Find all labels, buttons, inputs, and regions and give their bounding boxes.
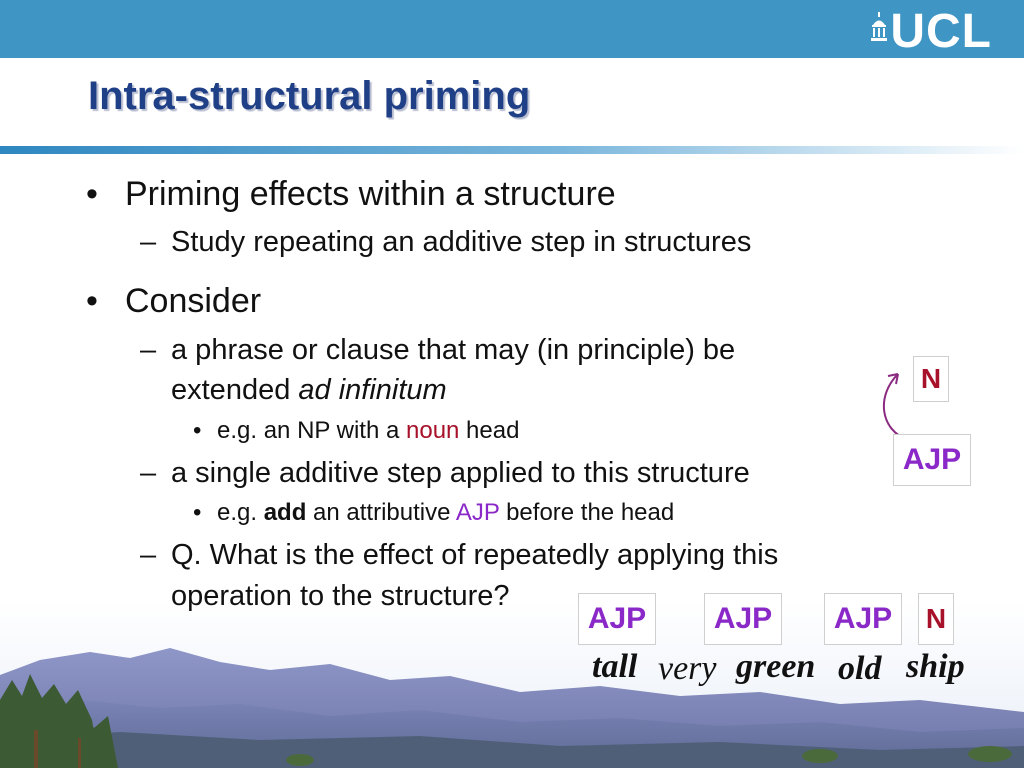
- dash-marker: –: [140, 226, 157, 258]
- dash-marker: –: [140, 457, 157, 489]
- tree-node-n: N: [918, 593, 954, 645]
- phrase-word-old: old: [838, 650, 882, 687]
- bullet-dot-icon: •: [86, 282, 98, 320]
- bullet-text: Consider: [125, 282, 262, 320]
- noun-highlight: noun: [406, 417, 460, 444]
- logo-text: UCL: [890, 5, 992, 58]
- phrase-word-very: very: [658, 650, 717, 687]
- tree-node-ajp: AJP: [704, 593, 782, 645]
- tree-node-ajp: AJP: [824, 593, 902, 645]
- sub-bullet-text: a phrase or clause that may (in principle) be: [171, 334, 736, 366]
- sub-bullet-text-continued: extended ad infinitum: [171, 374, 447, 406]
- add-emphasis: add: [263, 499, 307, 526]
- dash-marker: –: [140, 539, 157, 571]
- bullet-text: Priming effects within a structure: [125, 175, 616, 213]
- ajp-highlight: AJP: [455, 499, 500, 526]
- sub-bullet-text-continued: operation to the structure?: [171, 580, 510, 612]
- phrase-word-green: green: [736, 648, 816, 685]
- small-bullet-icon: •: [193, 417, 202, 444]
- sub-bullet-text: Study repeating an additive step in structures: [171, 226, 752, 258]
- sub-bullet-text: a single additive step applied to this structure: [171, 457, 750, 489]
- node-ajp-inserted: AJP: [893, 434, 971, 486]
- phrase-word-tall: tall: [592, 648, 638, 685]
- bullet-dot-icon: •: [86, 175, 98, 213]
- italic-phrase: ad infinitum: [298, 374, 447, 406]
- small-bullet-icon: •: [193, 499, 202, 526]
- tree-node-ajp: AJP: [578, 593, 656, 645]
- slide-title: Intra-structural priming: [88, 74, 531, 118]
- phrase-word-ship: ship: [906, 648, 965, 685]
- example-text: e.g. an NP with a noun head: [217, 417, 520, 444]
- example-text: e.g. add an attributive AJP before the head: [217, 499, 675, 526]
- sub-bullet-text: Q. What is the effect of repeatedly applying this: [171, 539, 779, 571]
- node-n-top: N: [913, 356, 949, 402]
- dash-marker: –: [140, 334, 157, 366]
